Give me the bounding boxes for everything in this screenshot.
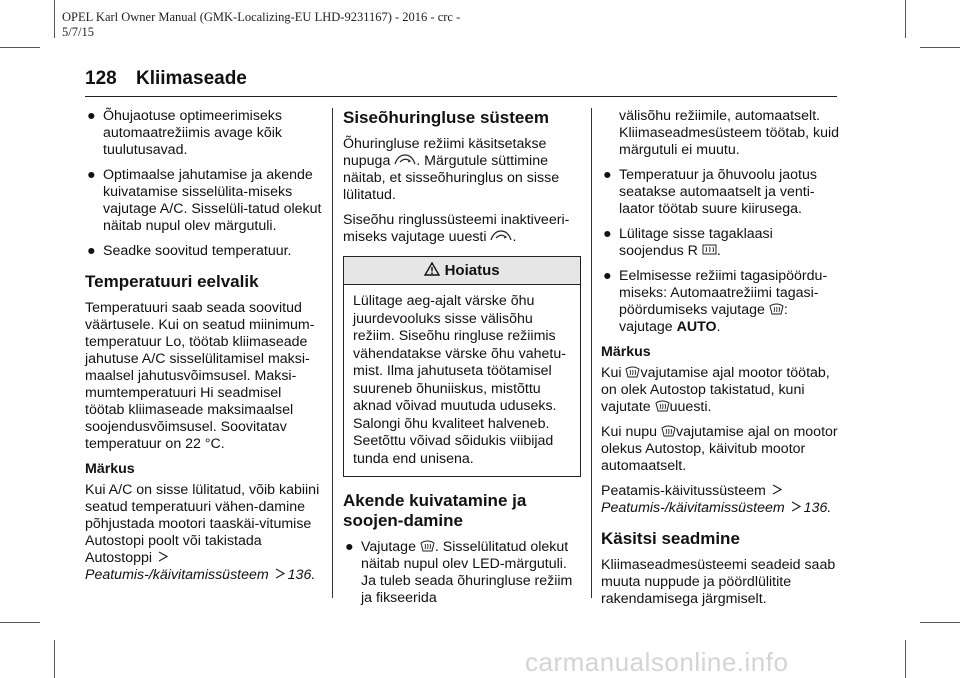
air-recirculation-icon bbox=[394, 153, 416, 166]
windscreen-defrost-icon bbox=[769, 302, 784, 315]
crop-mark bbox=[920, 622, 960, 623]
crop-mark bbox=[54, 640, 55, 678]
note-text: Kui A/C on sisse lülitatud, võib kabiini seatud temperatuuri vähen-damine põhjustada mootori taaskäi-vitumise Autostopi poolt või takistada Autostoppi bbox=[85, 482, 320, 566]
note-text-c: uuesti. bbox=[669, 399, 712, 415]
list-item bbox=[601, 268, 841, 336]
bullet-dot: ● bbox=[87, 108, 96, 124]
print-header bbox=[62, 10, 460, 40]
note-paragraph-2 bbox=[601, 424, 841, 475]
list-item bbox=[343, 539, 581, 607]
recirc-text-b: . Märgutule süttimine näitab, et sisseõhuringlus on sisse lülitatud. bbox=[343, 153, 560, 203]
ref-text: Peatamis-käivitussüsteem bbox=[601, 483, 766, 499]
crop-mark bbox=[905, 0, 906, 38]
column-divider bbox=[591, 108, 592, 598]
windscreen-defrost-icon bbox=[661, 424, 676, 437]
page-heading bbox=[85, 68, 837, 90]
crop-mark bbox=[54, 0, 55, 38]
section-heading-defog: Akende kuivatamine ja soojen-damine bbox=[343, 491, 527, 530]
watermark: carmanualsonline.info bbox=[525, 647, 789, 677]
list-item bbox=[85, 108, 323, 159]
return-mode-end: . bbox=[716, 319, 721, 335]
warning-triangle-icon bbox=[424, 262, 440, 276]
list-item-text: Seadke soovitud temperatuur. bbox=[103, 243, 292, 259]
bullet-dot: ● bbox=[345, 539, 354, 555]
note-paragraph bbox=[85, 482, 323, 584]
recirc-text-d: . bbox=[512, 229, 517, 245]
bullet-dot: ● bbox=[603, 167, 612, 183]
section-heading-manual: Käsitsi seadmine bbox=[601, 529, 740, 548]
temperature-paragraph: Temperatuuri saab seada soovitud väärtusele. Kui on seatud miinimum-temperatuur Lo, töötab kliimaseade jahutuse A/C sisselülitamisel maksi-maalsel jahutusvõimsusel. Maksi-mumtemperatuuri Hi seadmisel töötab kliimaseade maksimaalsel soojendusvõimsusel. Soovitatav temperatuur on 22 °C. bbox=[85, 300, 315, 452]
recirculation-paragraph-1 bbox=[343, 136, 581, 204]
bullet-dot: ● bbox=[87, 243, 96, 259]
list-item-text: Optimaalse jahutamise ja akende kuivatamise sisselülita-miseks vajutage A/C. Sisselüli-tatud olekut näitab nupul olev märgutuli. bbox=[103, 167, 322, 234]
bullet-dot: ● bbox=[603, 226, 612, 242]
note-text-e: vajutamise ajal on mootor olekus Autostop, käivitub mootor automaatselt. bbox=[601, 424, 838, 474]
note-paragraph-1 bbox=[601, 365, 841, 416]
recirc-text-a: Õhuringluse režiimi käsitsetakse nupuga bbox=[343, 136, 547, 169]
section-heading-temperature: Temperatuuri eelvalik bbox=[85, 272, 259, 291]
page-reference[interactable]: 136. bbox=[803, 500, 832, 516]
warning-title: Hoiatus bbox=[444, 262, 500, 279]
manual-paragraph: Kliimaseadmesüsteemi seadeid saab muuta nuppude ja pöördlülitite rakendamisega järgmiselt. bbox=[601, 557, 836, 607]
column-2 bbox=[343, 108, 581, 615]
heading-rule bbox=[85, 96, 837, 97]
note-heading: Märkus bbox=[601, 344, 651, 360]
note-text-d: Kui nupu bbox=[601, 424, 658, 440]
bullet-dot: ● bbox=[87, 167, 96, 183]
defog-text-b: . Sisselülitatud olekut näitab nupul olev LED-märgutuli. Ja tuleb seada õhuringluse režiim ja fikseerida bbox=[361, 539, 573, 606]
rear-window-heater-icon bbox=[702, 243, 717, 256]
windscreen-defrost-icon bbox=[420, 539, 435, 552]
warning-box bbox=[343, 256, 581, 477]
rear-heater-end: . bbox=[716, 243, 721, 259]
cross-reference-link[interactable]: Peatumis-/käivitamissüsteem bbox=[601, 500, 785, 516]
cross-reference-link[interactable]: Peatumis-/käivitamissüsteem bbox=[85, 567, 269, 583]
return-mode-text-b: : vajutage bbox=[619, 302, 788, 335]
continued-paragraph: välisõhu režiimile, automaatselt. Kliimaseadmesüsteem töötab, kuid märgutuli ei muutu. bbox=[619, 108, 840, 158]
list-item-text: Õhujaotuse optimeerimiseks automaatrežiimis avage kõik tuulutusavad. bbox=[103, 108, 282, 158]
list-item bbox=[601, 167, 841, 218]
recirculation-paragraph-2 bbox=[343, 212, 581, 246]
page-number: 128 bbox=[85, 68, 117, 89]
crop-mark bbox=[905, 640, 906, 678]
list-item bbox=[85, 243, 323, 260]
column-divider bbox=[332, 108, 333, 598]
page-reference[interactable]: 136. bbox=[287, 567, 316, 583]
print-header-line1: OPEL Karl Owner Manual (GMK-Localizing-EU LHD-9231167) - 2016 - crc - bbox=[62, 10, 461, 24]
recirc-text-c: Siseõhu ringlussüsteemi inaktiveeri-miseks vajutage uuesti bbox=[343, 212, 570, 245]
reference-arrow-icon bbox=[273, 567, 288, 580]
print-header-line2: 5/7/15 bbox=[62, 25, 94, 39]
return-mode-text: Eelmisesse režiimi tagasipöördu-miseks: Automaatrežiimi tagasi-pöördumiseks vajutage bbox=[619, 268, 828, 318]
auto-label: AUTO bbox=[676, 319, 717, 335]
column-1 bbox=[85, 108, 323, 592]
crop-mark bbox=[920, 47, 960, 48]
crop-mark bbox=[0, 622, 40, 623]
windscreen-defrost-icon bbox=[655, 399, 670, 412]
reference-arrow-icon bbox=[770, 483, 785, 496]
note-heading: Märkus bbox=[85, 461, 135, 477]
windscreen-defrost-icon bbox=[625, 365, 640, 378]
note-text-b: vajutamise ajal mootor töötab, on olek Autostop takistatud, kuni vajutate bbox=[601, 365, 830, 415]
air-recirculation-icon bbox=[490, 229, 512, 242]
reference-arrow-icon bbox=[789, 500, 804, 513]
page-title: Kliimaseade bbox=[135, 68, 247, 89]
defog-text-a: Vajutage bbox=[361, 539, 416, 555]
note-text-a: Kui bbox=[601, 365, 622, 381]
reference-arrow-icon bbox=[156, 550, 171, 563]
list-item bbox=[601, 226, 841, 260]
warning-header bbox=[344, 257, 580, 285]
warning-text: Lülitage aeg-ajalt värske õhu juurdevooluks sisse välisõhu režiim. Siseõhu ringluse režiimis vähendatakse värske õhu vahetu-mist. Ilma jahutuseta töötamisel suureneb õhuniiskus, mistõttu aknad võivad muutuda uduseks. Salongi õhu kvaliteet halveneb. Seetõttu võivad sõidukis viibijad tunda end unisena. bbox=[353, 293, 566, 467]
column-3 bbox=[601, 108, 841, 616]
crop-mark bbox=[0, 47, 40, 48]
section-heading-recirculation: Siseõhuringluse süsteem bbox=[343, 108, 549, 127]
rear-heater-text: Lülitage sisse tagaklaasi soojendus R bbox=[619, 226, 773, 259]
reference-paragraph bbox=[601, 483, 841, 517]
list-item bbox=[85, 167, 323, 235]
bullet-dot: ● bbox=[603, 268, 612, 284]
list-item-text: Temperatuur ja õhuvoolu jaotus seatakse automaatselt ja venti-laator töötab suure kiirusega. bbox=[619, 167, 817, 217]
